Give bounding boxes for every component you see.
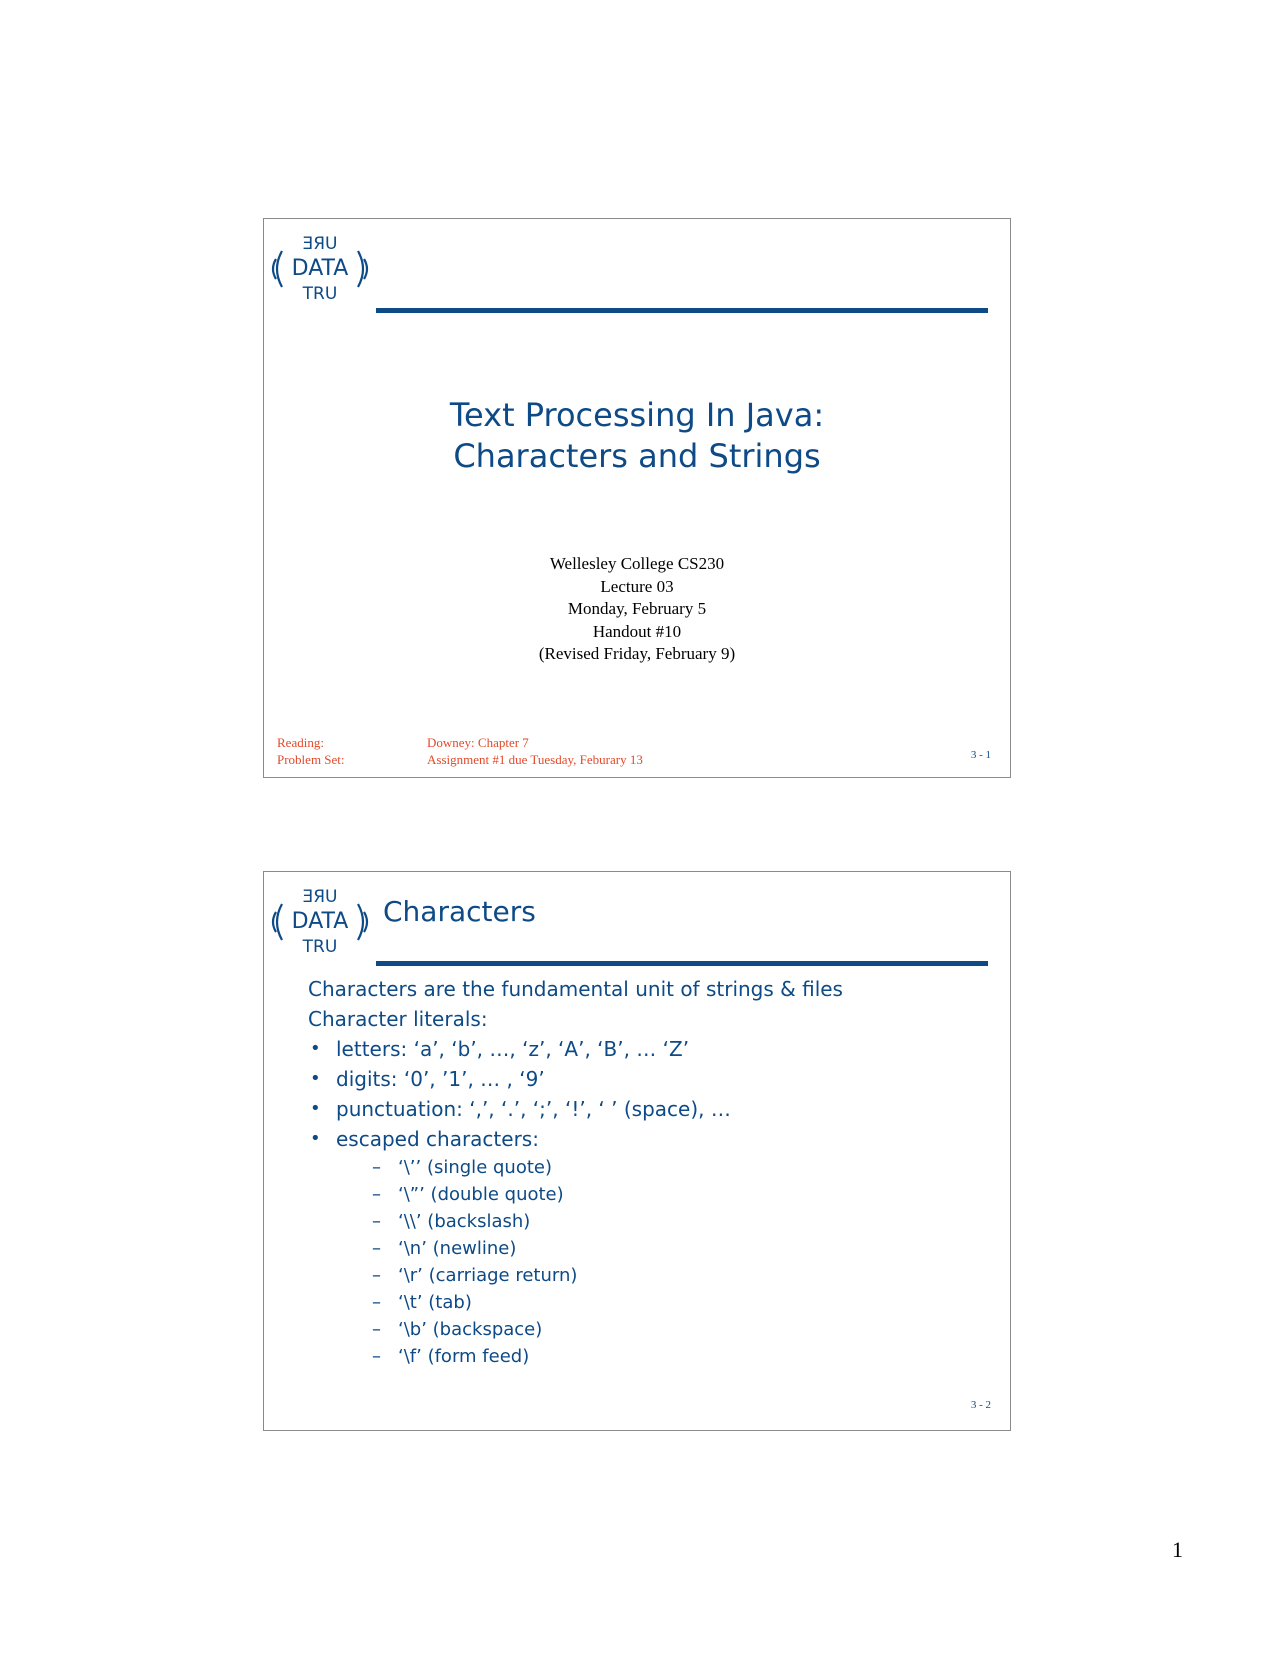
logo-middle-text: DATA (291, 256, 349, 281)
reading-label: Reading: (277, 735, 324, 750)
lecture-line: Lecture 03 (600, 576, 674, 596)
bullet-mark: • (310, 1068, 321, 1089)
bullet-text: digits: ‘0’, ’1’, … , ‘9’ (336, 1067, 545, 1091)
logo-top-text: ƎЯU (302, 234, 338, 254)
logo-top-text: ƎЯU (302, 887, 338, 907)
logo-middle-text: DATA (291, 909, 349, 934)
problem-set-label: Problem Set: (277, 752, 345, 767)
lecture-info (264, 553, 1010, 666)
slide-content (308, 974, 990, 1370)
header-rule (376, 308, 988, 313)
title-line-1: Text Processing In Java: (449, 396, 825, 434)
slide-number: 3 - 2 (970, 1399, 991, 1411)
escaped-text: ‘\r’ (carriage return) (398, 1265, 578, 1286)
bullet-text: letters: ‘a’, ‘b’, …, ‘z’, ‘A’, ‘B’, … ‘Z’ (336, 1037, 690, 1061)
problem-set-value: Assignment #1 due Tuesday, Feburary 13 (427, 752, 643, 767)
bullet-escaped (308, 1124, 990, 1370)
escaped-item (372, 1235, 990, 1262)
logo-graphic (268, 229, 372, 309)
date-line: Monday, February 5 (567, 599, 707, 618)
dash-mark: – (372, 1319, 381, 1340)
bullet-text: escaped characters: (336, 1127, 539, 1151)
data-structures-logo (268, 229, 372, 309)
escaped-item (372, 1262, 990, 1289)
slide-2 (263, 871, 1011, 1431)
escaped-item (372, 1316, 990, 1343)
bullet-mark: • (310, 1038, 321, 1059)
revised-line: (Revised Friday, February 9) (538, 644, 736, 663)
bullet-mark: • (310, 1098, 321, 1119)
escaped-text: ‘\b’ (backspace) (398, 1319, 543, 1340)
slide-1 (263, 218, 1011, 778)
bullet-text: punctuation: ‘,’, ‘.’, ‘;’, ‘!’, ‘ ’ (space), … (336, 1097, 731, 1121)
intro-line-1: Characters are the fundamental unit of strings & files (308, 977, 843, 1001)
footer-labels (277, 734, 345, 768)
reading-value: Downey: Chapter 7 (427, 735, 529, 750)
escaped-item (372, 1154, 990, 1181)
escaped-item (372, 1343, 990, 1370)
slide-number: 3 - 1 (970, 749, 991, 761)
dash-mark: – (372, 1184, 381, 1205)
logo-graphic (268, 882, 372, 962)
literal-bullets (308, 1034, 990, 1370)
slide-heading: Characters (383, 895, 536, 928)
handout-line: Handout #10 (592, 621, 682, 641)
escaped-text: ‘\\’ (backslash) (398, 1211, 531, 1232)
dash-mark: – (372, 1211, 381, 1232)
escaped-text: ‘\’’ (single quote) (398, 1157, 552, 1178)
logo-bottom-text: TRU (302, 937, 338, 957)
title-line-2: Characters and Strings (453, 437, 821, 475)
bullet-letters (308, 1034, 990, 1064)
escaped-item (372, 1208, 990, 1235)
escaped-text: ‘\”’ (double quote) (398, 1184, 564, 1205)
escaped-item (372, 1181, 990, 1208)
escaped-text: ‘\t’ (tab) (398, 1292, 472, 1313)
dash-mark: – (372, 1346, 381, 1367)
dash-mark: – (372, 1238, 381, 1259)
footer-values (427, 734, 643, 768)
escaped-text: ‘\n’ (newline) (398, 1238, 517, 1259)
dash-mark: – (372, 1292, 381, 1313)
data-structures-logo (268, 882, 372, 962)
bullet-digits (308, 1064, 990, 1094)
escaped-list (336, 1154, 990, 1370)
dash-mark: – (372, 1265, 381, 1286)
escaped-text: ‘\f’ (form feed) (398, 1346, 530, 1367)
escaped-item (372, 1289, 990, 1316)
header-rule (376, 961, 988, 966)
slide-title (264, 395, 1010, 477)
course-line: Wellesley College CS230 (549, 554, 725, 573)
logo-bottom-text: TRU (302, 284, 338, 304)
bullet-punctuation (308, 1094, 990, 1124)
dash-mark: – (372, 1157, 381, 1178)
intro-line-2: Character literals: (308, 1007, 488, 1031)
page-number: 1 (1172, 1537, 1183, 1562)
bullet-mark: • (310, 1128, 321, 1149)
